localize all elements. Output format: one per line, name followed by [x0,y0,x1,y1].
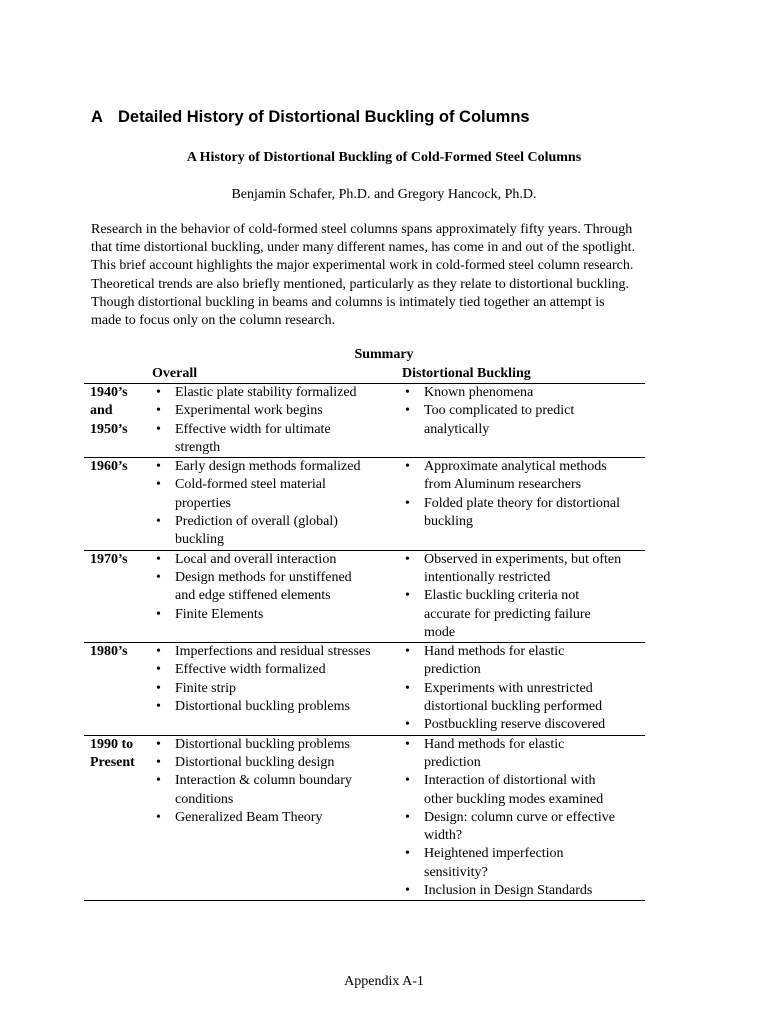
bullet-list [152,736,401,827]
intro-paragraph [91,221,681,330]
bullet-item [401,587,645,642]
bullet-item [152,458,401,476]
bullet-text: • Distortional buckling problems [175,736,350,752]
overall-cell [152,458,401,549]
period-label: 1960’s [90,459,128,475]
overall-cell [152,736,401,901]
bullet-item [401,809,645,846]
table-row [84,458,645,550]
bullet-text: intentionally restricted [424,569,551,585]
header-overall: Overall [152,366,198,381]
bullet-text: strength [175,439,221,455]
bullet-item [152,402,401,420]
bullet-list [152,384,401,457]
bullet-text: accurate for predicting failure [424,606,591,622]
bullet-item [152,551,401,569]
bullet-item [401,551,645,588]
bullet-item [152,809,401,827]
bullet-text: • Distortional buckling problems [175,699,350,715]
bullet-text: buckling [175,532,224,548]
table-header [84,365,645,384]
intro-line: Theoretical trends are also briefly mentioned, particularly as they relate to distortional buckling. [91,276,630,292]
bullet-item [152,513,401,550]
bullet-text: • Known phenomena [424,385,534,400]
bullet-text: other buckling modes examined [424,791,604,807]
bullet-text: • Distortional buckling design [175,754,335,770]
bullet-item [152,569,401,606]
bullet-list [401,384,645,439]
bullet-item [152,606,401,624]
bullet-list [401,643,645,734]
bullet-text: analytically [424,421,490,437]
distortional-cell [401,643,645,734]
period-label: 1980’s [90,644,128,660]
bullet-item [152,680,401,698]
bullet-text: • Finite Elements [175,606,264,622]
bullet-item [152,772,401,809]
period-label: 1990 to [90,736,134,752]
bullet-item [401,716,645,734]
bullet-text: • Approximate analytical methods [424,459,607,475]
bullet-text: • Finite strip [175,680,237,696]
bullet-text: • Elastic plate stability formalized [175,385,357,400]
bullet-text: and edge stiffened elements [175,588,331,604]
period-cell [84,551,152,642]
bullet-list [401,736,645,901]
bullet-item [152,754,401,772]
section-title: Detailed History of Distortional Buckling of Columns [118,108,530,126]
bullet-text: • Too complicated to predict [424,403,575,419]
section-number: A [91,108,103,126]
bullet-text: • Early design methods formalized [175,459,361,475]
bullet-text: • Experimental work begins [175,403,323,419]
bullet-list [152,643,401,716]
bullet-text: • Inclusion in Design Standards [424,883,593,899]
bullet-text: • Heightened imperfection [424,846,564,862]
bullet-text: • Elastic buckling criteria not [424,588,580,604]
bullet-item [401,643,645,680]
paper-subtitle: A History of Distortional Buckling of Cold-Formed Steel Columns [186,150,582,165]
table-row [84,551,645,643]
period-cell [84,736,152,901]
bullet-text: • Effective width formalized [175,662,326,678]
bullet-text: • Cold-formed steel material [175,477,326,493]
period-label: and [90,403,113,419]
overall-cell [152,643,401,734]
bullet-text: • Effective width for ultimate [175,421,331,437]
bullet-text: • Hand methods for elastic [424,736,565,752]
bullet-text: • Design: column curve or effective [424,809,616,825]
period-label: 1970’s [90,551,128,567]
bullet-list [152,551,401,624]
bullet-list [401,458,645,531]
bullet-text: • Observed in experiments, but often [424,551,622,567]
bullet-text: • Imperfections and residual stresses [175,644,371,660]
bullet-text: • Interaction of distortional with [424,773,596,789]
bullet-item [401,882,645,900]
period-cell [84,384,152,457]
bullet-text: • Hand methods for elastic [424,644,565,660]
bullet-item [152,476,401,513]
bullet-text: • Interaction & column boundary [175,773,352,789]
bullet-text: • Local and overall interaction [175,551,337,567]
bullet-item [401,736,645,773]
header-period [84,365,152,383]
bullet-text: distortional buckling performed [424,699,603,715]
table-row [84,736,645,902]
authors-line: Benjamin Schafer, Ph.D. and Gregory Hancock, Ph.D. [231,187,537,202]
bullet-text: mode [424,624,456,640]
bullet-item [401,845,645,882]
intro-line: Research in the behavior of cold-formed steel columns spans approximately fifty years. Through [91,222,633,237]
distortional-cell [401,736,645,901]
bullet-text: • Folded plate theory for distortional [424,495,620,511]
distortional-cell [401,384,645,457]
bullet-text: • Generalized Beam Theory [175,809,323,825]
bullet-item [152,661,401,679]
page-footer: Appendix A-1 [344,974,424,989]
table-row [84,384,645,458]
bullet-item [401,458,645,495]
bullet-item [401,772,645,809]
bullet-item [401,495,645,532]
bullet-text: prediction [424,662,481,678]
bullet-text: conditions [175,791,234,807]
bullet-text: sensitivity? [424,864,488,880]
distortional-cell [401,458,645,549]
intro-line: that time distortional buckling, under many different names, has come in and out of the spotlight. [91,240,636,256]
bullet-item [401,402,645,439]
bullet-list [152,458,401,549]
period-cell [84,458,152,549]
period-cell [84,643,152,734]
bullet-text: from Aluminum researchers [424,477,582,493]
bullet-text: • Postbuckling reserve discovered [424,717,606,733]
bullet-item [152,643,401,661]
bullet-item [401,680,645,717]
bullet-text: • Experiments with unrestricted [424,680,593,696]
bullet-text: width? [424,828,463,844]
intro-line: This brief account highlights the major experimental work in cold-formed steel column research. [91,258,634,274]
header-distortional: Distortional Buckling [402,366,531,381]
overall-cell [152,384,401,457]
bullet-list [401,551,645,642]
bullet-text: • Prediction of overall (global) [175,514,338,530]
distortional-cell [401,551,645,642]
bullet-item [152,421,401,458]
bullet-item [152,698,401,716]
summary-table [84,365,645,901]
overall-cell [152,551,401,642]
section-heading [91,108,530,127]
bullet-item [152,736,401,754]
bullet-text: buckling [424,514,473,530]
bullet-text: prediction [424,754,481,770]
period-label: Present [90,754,135,770]
table-row [84,643,645,735]
bullet-text: properties [175,495,231,511]
summary-title: Summary [354,347,414,362]
bullet-item [152,384,401,402]
intro-line: Though distortional buckling in beams and columns is intimately tied together an attempt is [91,294,605,310]
bullet-text: • Design methods for unstiffened [175,569,352,585]
period-label: 1940’s [90,385,128,400]
intro-line: made to focus only on the column research. [91,313,336,329]
bullet-item [401,384,645,402]
table-body [84,384,645,901]
period-label: 1950’s [90,421,128,437]
